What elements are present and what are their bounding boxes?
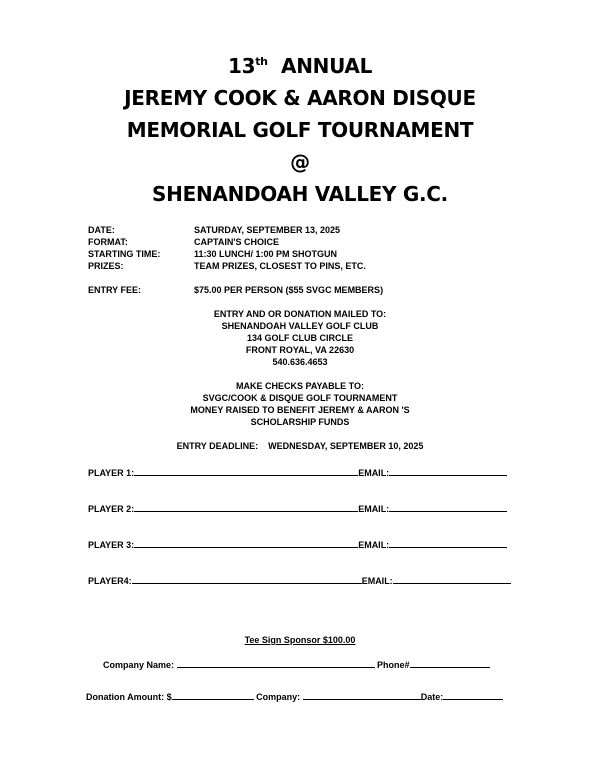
title-venue: SHENANDOAH VALLEY G.C.: [152, 182, 448, 206]
company-name-field[interactable]: [177, 658, 375, 668]
donation-company-field[interactable]: [303, 690, 421, 700]
player-name-field[interactable]: [134, 466, 358, 476]
company-name-label: Company Name:: [103, 660, 175, 670]
player-label: PLAYER 2:: [88, 504, 135, 514]
donation-company-label: Company:: [256, 692, 301, 702]
player-name-field[interactable]: [132, 574, 362, 584]
title-at: @: [290, 150, 310, 174]
mailing-line: SHENANDOAH VALLEY GOLF CLUB: [221, 321, 379, 331]
checks-line: SVGC/COOK & DISQUE GOLF TOURNAMENT: [202, 393, 398, 403]
donation-row: [86, 690, 503, 703]
player-row-1: [88, 466, 507, 479]
title-line-annual: [0, 52, 600, 80]
phone-label: Phone#: [377, 660, 410, 670]
date-label: Date:: [420, 692, 444, 702]
deadline-label: ENTRY DEADLINE:: [176, 441, 259, 451]
title-event: MEMORIAL GOLF TOURNAMENT: [126, 118, 474, 142]
detail-label: DATE:: [88, 225, 115, 235]
detail-format: [88, 236, 279, 248]
checks-line: MAKE CHECKS PAYABLE TO:: [235, 381, 365, 391]
phone-field[interactable]: [410, 658, 490, 668]
mailing-line: 134 GOLF CLUB CIRCLE: [246, 333, 353, 343]
mailing-line: 540.636.4653: [272, 357, 328, 367]
detail-label: PRIZES:: [88, 261, 124, 271]
email-field[interactable]: [389, 502, 507, 512]
detail-value: 11:30 LUNCH/ 1:00 PM SHOTGUN: [194, 249, 338, 259]
checks-line: SCHOLARSHIP FUNDS: [250, 417, 350, 427]
title-annual: ANNUAL: [281, 54, 373, 78]
detail-starting-time: [88, 248, 337, 260]
player-label: PLAYER 3:: [88, 540, 135, 550]
email-label: EMAIL:: [358, 468, 390, 478]
player-label: PLAYER 1:: [88, 468, 135, 478]
date-field[interactable]: [443, 690, 503, 700]
tee-sign-sponsor-text: Tee Sign Sponsor $100.00: [244, 635, 356, 645]
detail-label: STARTING TIME:: [88, 249, 161, 259]
detail-prizes: [88, 260, 366, 272]
email-field[interactable]: [389, 538, 507, 548]
detail-value: TEAM PRIZES, CLOSEST TO PINS, ETC.: [194, 261, 366, 271]
entry-fee-value: $75.00 PER PERSON ($55 SVGC MEMBERS): [194, 285, 384, 295]
detail-label: FORMAT:: [88, 237, 128, 247]
detail-date: [88, 224, 340, 236]
tee-sign-sponsor-heading: [0, 634, 600, 646]
player-row-3: [88, 538, 507, 551]
mailing-line: FRONT ROYAL, VA 22630: [245, 345, 355, 355]
entry-fee-label: ENTRY FEE:: [88, 285, 142, 295]
title-number: 13: [227, 54, 256, 78]
title-names: JEREMY COOK & AARON DISQUE: [124, 86, 476, 110]
player-name-field[interactable]: [134, 502, 358, 512]
donation-amount-field[interactable]: [172, 690, 254, 700]
checks-line: MONEY RAISED TO BENEFIT JEREMY & AARON 'S: [190, 405, 410, 415]
detail-value: SATURDAY, SEPTEMBER 13, 2025: [194, 225, 341, 235]
player-label: PLAYER4:: [88, 576, 132, 586]
player-row-2: [88, 502, 507, 515]
email-label: EMAIL:: [358, 504, 390, 514]
player-row-4: [88, 574, 511, 587]
email-label: EMAIL:: [358, 540, 390, 550]
title-suffix: th: [255, 55, 268, 68]
email-field[interactable]: [389, 466, 507, 476]
email-label: EMAIL:: [361, 576, 393, 586]
mailing-line: ENTRY AND OR DONATION MAILED TO:: [213, 309, 387, 319]
entry-deadline: [0, 440, 600, 452]
entry-fee: [88, 284, 383, 296]
player-name-field[interactable]: [134, 538, 358, 548]
deadline-value: WEDNESDAY, SEPTEMBER 10, 2025: [268, 441, 424, 451]
sponsor-row: [103, 658, 490, 671]
email-field[interactable]: [393, 574, 511, 584]
detail-value: CAPTAIN'S CHOICE: [194, 237, 279, 247]
donation-amount-label: Donation Amount: $: [86, 692, 172, 702]
